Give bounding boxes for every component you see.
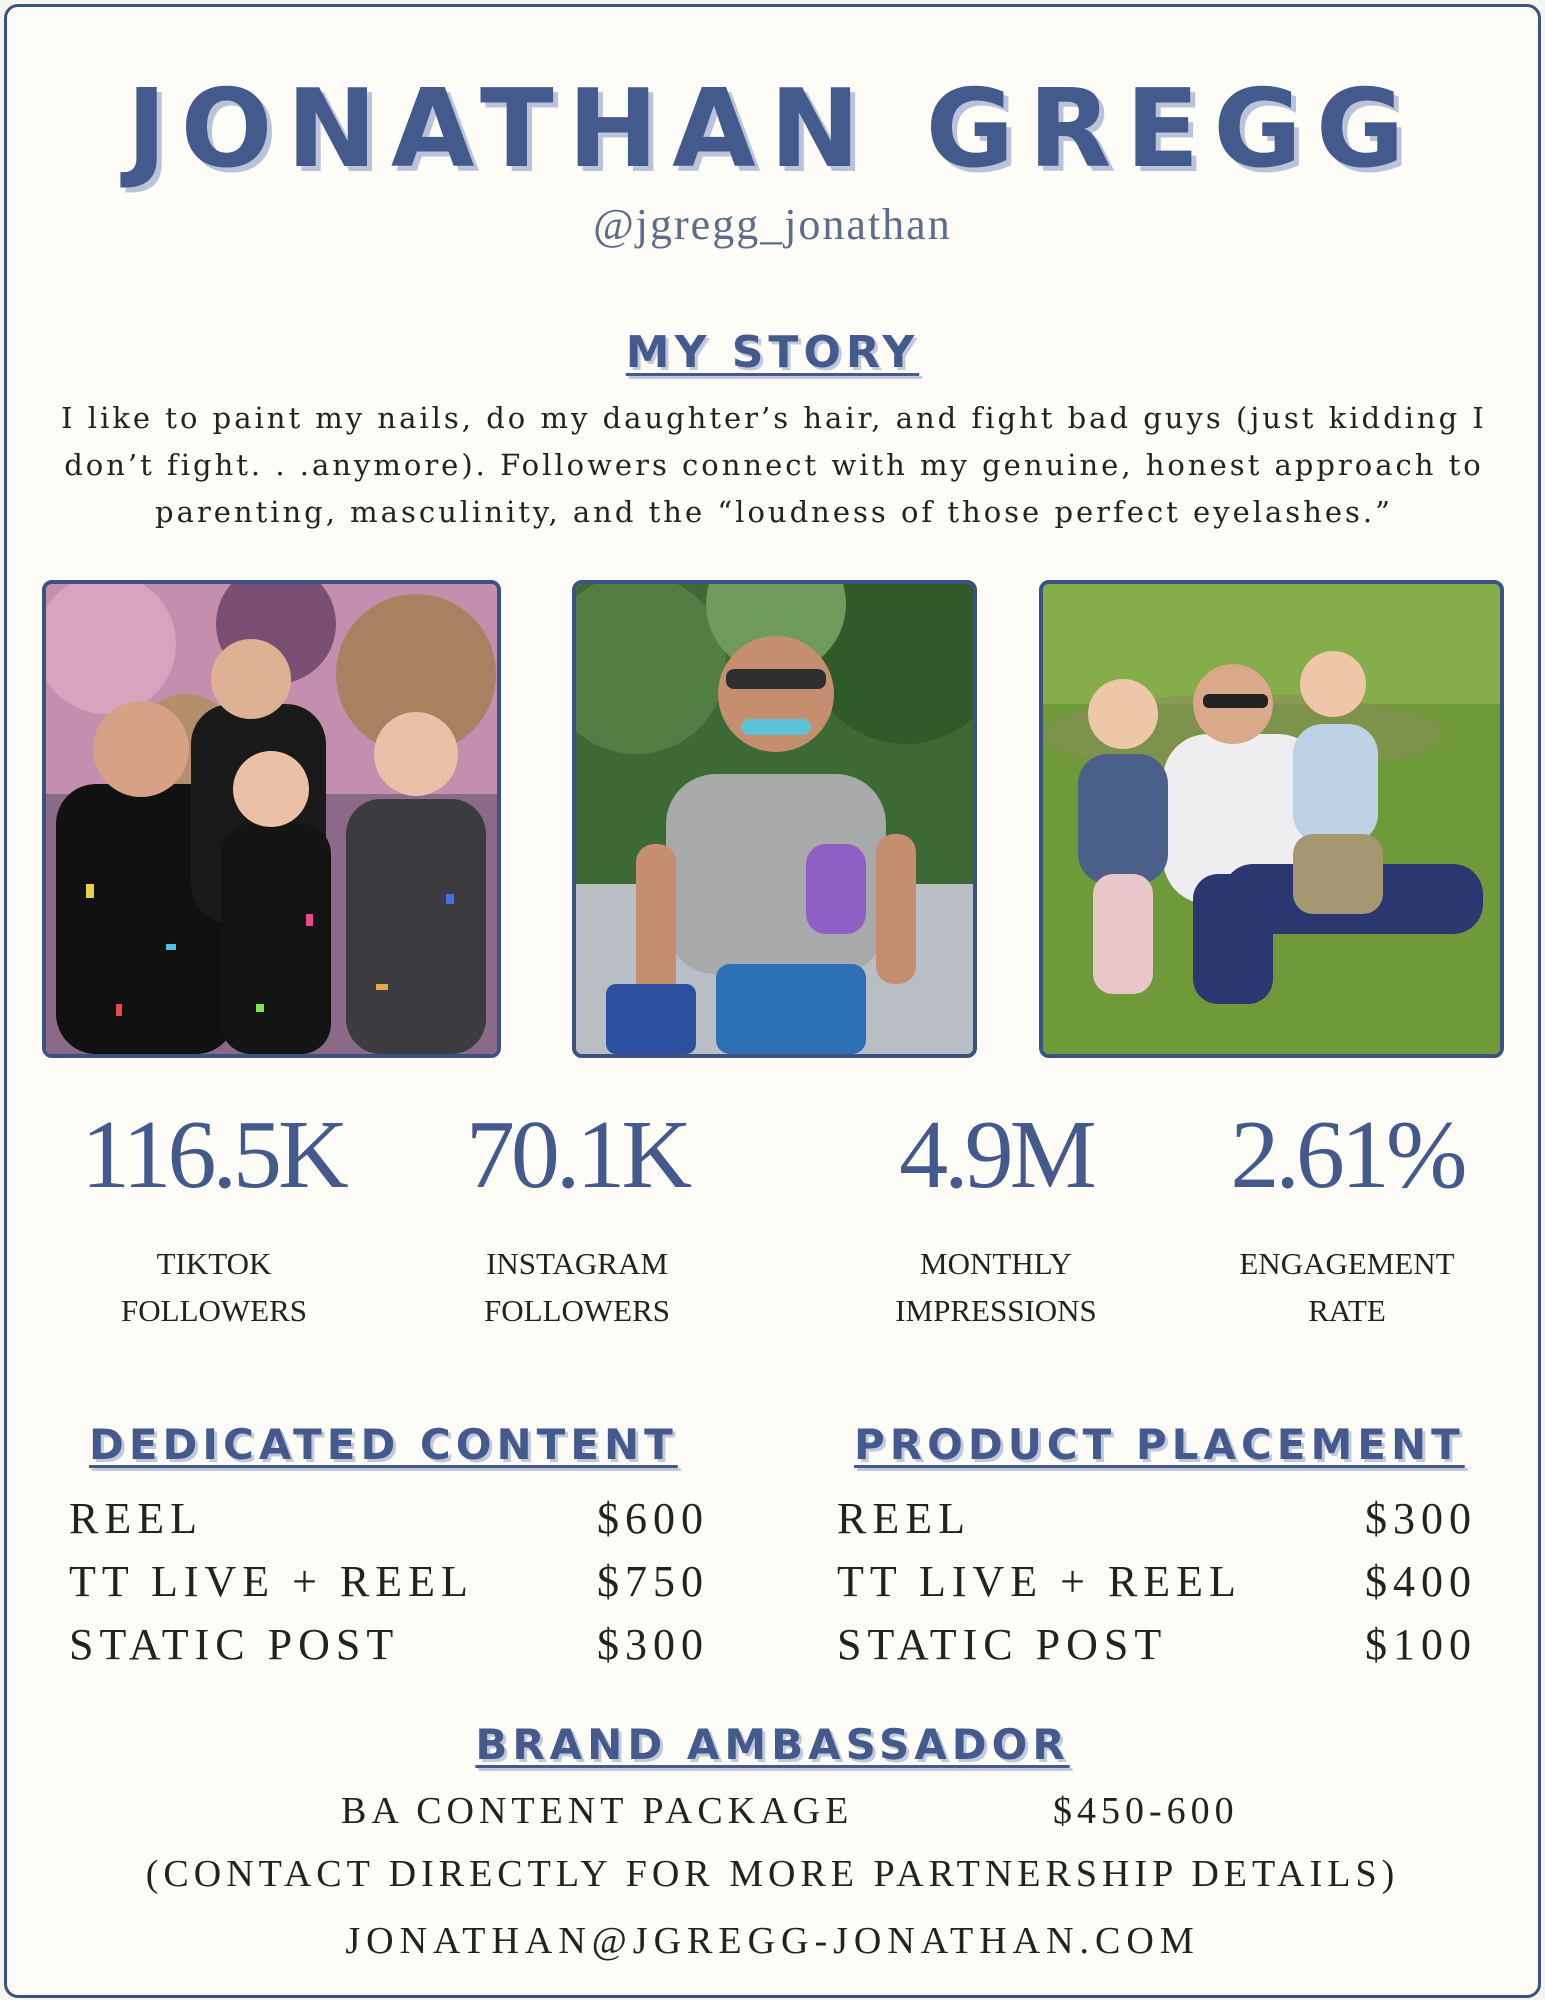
story-heading: MY STORY xyxy=(625,327,920,378)
social-handle: @jgregg_jonathan xyxy=(593,200,952,249)
media-kit-page xyxy=(4,4,1541,1998)
rate-row xyxy=(69,1487,709,1550)
creator-name: JONATHAN GREGG xyxy=(126,67,1419,192)
rate-price: $400 xyxy=(1365,1557,1477,1606)
rate-row xyxy=(69,1613,709,1676)
rate-row xyxy=(837,1487,1477,1550)
rate-item: TT LIVE + REEL xyxy=(69,1557,474,1606)
story-text xyxy=(29,395,1519,536)
instagram-followers-label: INSTAGRAM FOLLOWERS xyxy=(484,1246,670,1328)
partnership-note: (CONTACT DIRECTLY FOR MORE PARTNERSHIP DETAILS) xyxy=(145,1853,1400,1895)
story-line: I like to paint my nails, do my daughter’s hair, and fight bad guys (just kidding I xyxy=(61,401,1487,435)
brand-ambassador-heading: BRAND AMBASSADOR xyxy=(475,1720,1070,1769)
rate-price: $300 xyxy=(597,1620,709,1669)
rate-row xyxy=(837,1613,1477,1676)
man-with-pool-toys-photo xyxy=(572,580,977,1058)
monthly-impressions-count: 4.9M xyxy=(899,1101,1093,1209)
engagement-rate-label: ENGAGEMENT RATE xyxy=(1239,1246,1455,1328)
rate-price: $600 xyxy=(597,1494,709,1543)
family-confetti-photo xyxy=(42,580,501,1058)
product-placement-rates xyxy=(837,1487,1477,1676)
monthly-impressions-label: MONTHLY IMPRESSIONS xyxy=(895,1246,1097,1328)
tiktok-followers-count: 116.5K xyxy=(81,1101,345,1209)
rate-row xyxy=(837,1550,1477,1613)
product-placement-heading: PRODUCT PLACEMENT xyxy=(854,1420,1465,1469)
story-line: parenting, masculinity, and the “loudness of those perfect eyelashes.” xyxy=(155,495,1393,529)
rate-item: STATIC POST xyxy=(69,1620,400,1669)
ba-package-label: BA CONTENT PACKAGE xyxy=(341,1790,854,1832)
rate-item: REEL xyxy=(69,1494,203,1543)
man-with-kids-on-grass-photo xyxy=(1039,580,1504,1058)
rate-price: $300 xyxy=(1365,1494,1477,1543)
rate-item: REEL xyxy=(837,1494,971,1543)
rate-item: STATIC POST xyxy=(837,1620,1168,1669)
engagement-rate-value: 2.61% xyxy=(1230,1101,1464,1209)
dedicated-content-rates xyxy=(69,1487,709,1676)
dedicated-content-heading: DEDICATED CONTENT xyxy=(89,1420,678,1469)
rate-price: $750 xyxy=(597,1557,709,1606)
rate-row xyxy=(69,1550,709,1613)
story-line: don’t fight. . .anymore). Followers connect with my genuine, honest approach to xyxy=(64,448,1484,482)
rate-item: TT LIVE + REEL xyxy=(837,1557,1242,1606)
contact-email[interactable]: JONATHAN@JGREGG-JONATHAN.COM xyxy=(345,1920,1200,1962)
ba-package-price: $450-600 xyxy=(1053,1790,1239,1832)
tiktok-followers-label: TIKTOK FOLLOWERS xyxy=(121,1246,307,1328)
rate-price: $100 xyxy=(1365,1620,1477,1669)
instagram-followers-count: 70.1K xyxy=(465,1101,689,1209)
